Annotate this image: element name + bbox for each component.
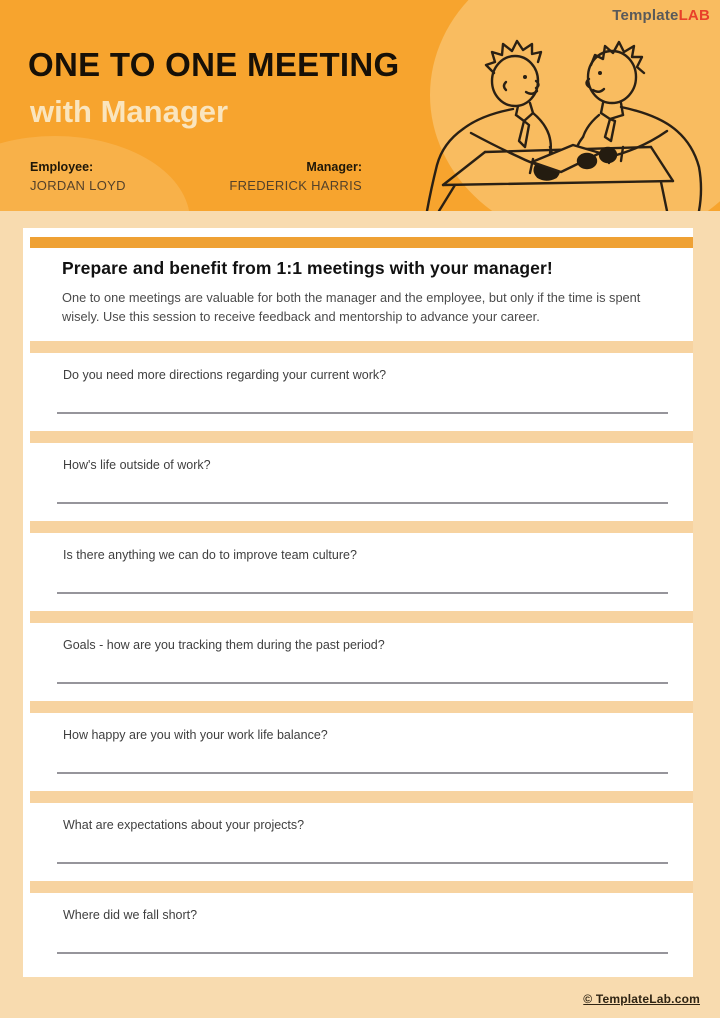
question-card bbox=[23, 803, 693, 881]
intro-heading: Prepare and benefit from 1:1 meetings with your manager! bbox=[62, 258, 553, 278]
answer-line[interactable] bbox=[57, 952, 668, 954]
question-text: Do you need more directions regarding your current work? bbox=[63, 368, 387, 382]
answer-line[interactable] bbox=[57, 682, 668, 684]
manager-label: Manager: bbox=[306, 160, 362, 174]
logo-text-lab: LAB bbox=[678, 7, 710, 24]
questions-list bbox=[23, 341, 693, 971]
page-subtitle: with Manager bbox=[30, 94, 229, 129]
question-card bbox=[23, 623, 693, 701]
question-card bbox=[23, 533, 693, 611]
employee-block bbox=[30, 160, 126, 193]
card-separator bbox=[30, 701, 693, 713]
employee-name: JORDAN LOYD bbox=[30, 178, 126, 193]
header-banner bbox=[0, 0, 720, 211]
question-text: Goals - how are you tracking them during the past period? bbox=[63, 638, 385, 652]
answer-line[interactable] bbox=[57, 412, 668, 414]
question-card bbox=[23, 443, 693, 521]
accent-bar bbox=[30, 237, 693, 248]
card-separator bbox=[30, 431, 693, 443]
question-card bbox=[23, 353, 693, 431]
answer-line[interactable] bbox=[57, 592, 668, 594]
meeting-illustration bbox=[415, 31, 720, 211]
employee-label: Employee: bbox=[30, 160, 94, 174]
question-text: How's life outside of work? bbox=[63, 458, 211, 472]
card-separator bbox=[30, 341, 693, 353]
card-separator bbox=[30, 521, 693, 533]
question-text: How happy are you with your work life balance? bbox=[63, 728, 328, 742]
intro-paragraph: One to one meetings are valuable for both the manager and the employee, but only if the time is spent wisely. Use this session to receive feedback and mentorship to advance your career. bbox=[62, 290, 641, 324]
question-text: Where did we fall short? bbox=[63, 908, 198, 922]
manager-block bbox=[180, 160, 362, 193]
question-card bbox=[23, 713, 693, 791]
answer-line[interactable] bbox=[57, 862, 668, 864]
question-card bbox=[23, 893, 693, 971]
intro-section bbox=[23, 248, 693, 341]
footer-credit-link[interactable]: © TemplateLab.com bbox=[583, 992, 700, 1006]
page-title: ONE TO ONE MEETING bbox=[28, 46, 400, 83]
card-separator bbox=[30, 791, 693, 803]
answer-line[interactable] bbox=[57, 772, 668, 774]
form-page bbox=[23, 228, 693, 977]
templatelab-logo bbox=[612, 7, 710, 24]
card-separator bbox=[30, 611, 693, 623]
question-text: Is there anything we can do to improve team culture? bbox=[63, 548, 357, 562]
question-text: What are expectations about your projects? bbox=[63, 818, 305, 832]
answer-line[interactable] bbox=[57, 502, 668, 504]
manager-name: FREDERICK HARRIS bbox=[229, 178, 362, 193]
logo-text-template: Template bbox=[612, 7, 679, 24]
card-separator bbox=[30, 881, 693, 893]
